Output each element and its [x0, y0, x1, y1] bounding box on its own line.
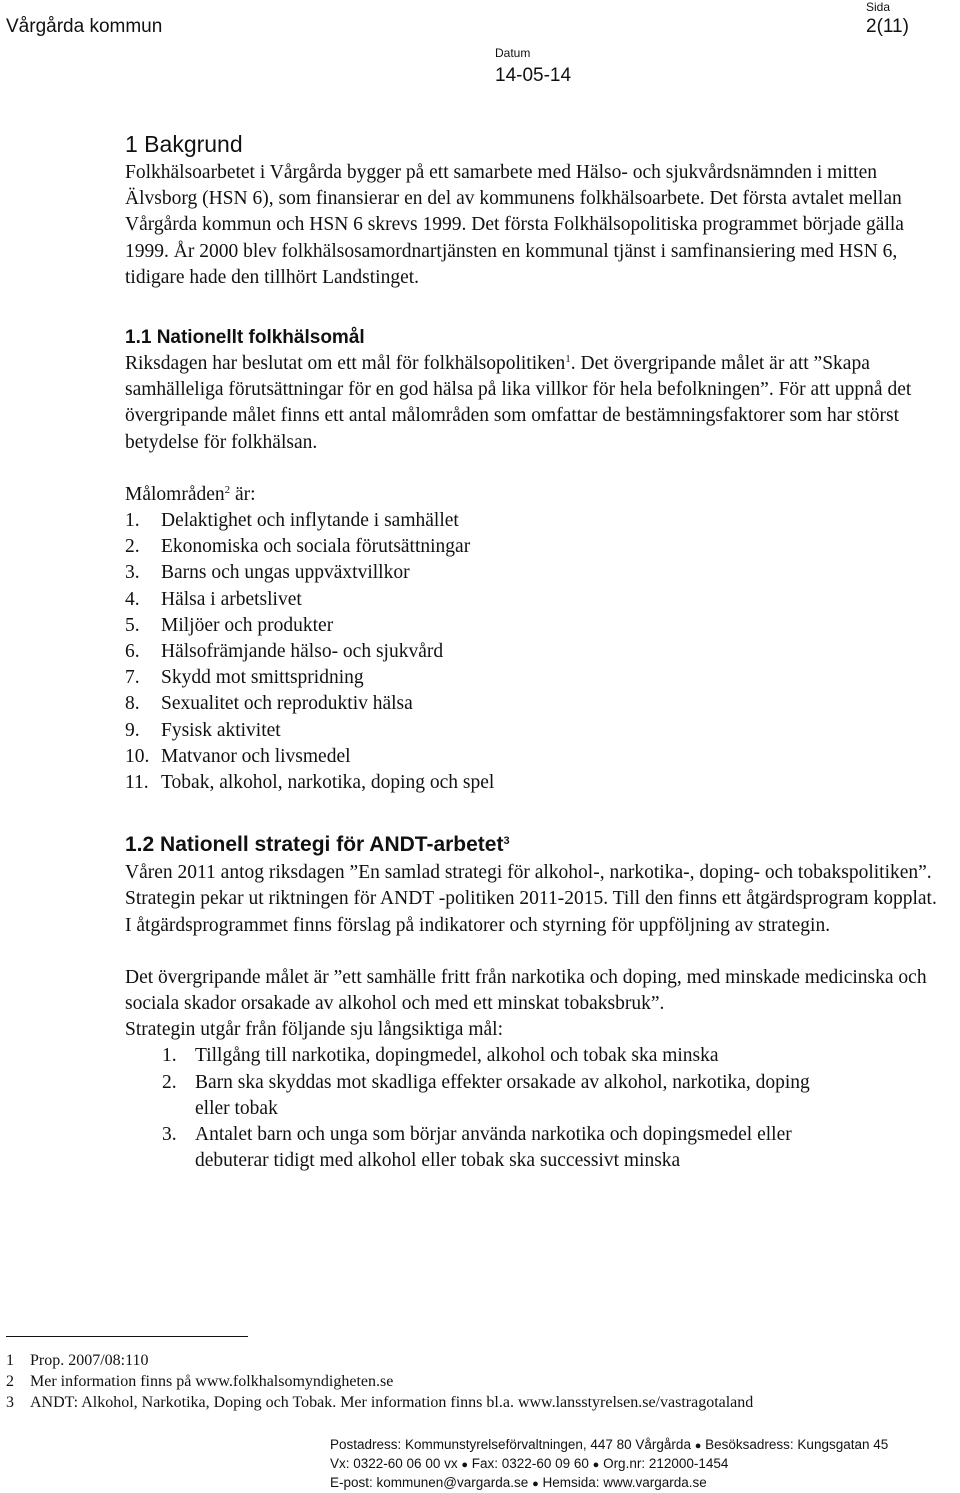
- andt-heading-text: 1.2 Nationell strategi för ANDT-arbetet: [125, 833, 504, 857]
- list-item: [125, 587, 945, 613]
- footnote-text: Prop. 2007/08:110: [30, 1352, 149, 1369]
- footnote-number: 2: [6, 1373, 14, 1390]
- list-item-number: 7.: [125, 667, 140, 689]
- footer-line-3: [330, 1474, 888, 1493]
- malomraden-label: [125, 482, 945, 508]
- fax-number: Fax: 0322-60 09 60: [471, 1456, 589, 1471]
- footnote: [6, 1371, 956, 1392]
- list-item-text: Skydd mot smittspridning: [161, 667, 364, 689]
- list-item: [125, 718, 945, 744]
- bullet-icon: ●: [694, 1440, 702, 1452]
- email-address: E-post: kommunen@vargarda.se: [330, 1475, 529, 1490]
- list-item-number: 5.: [125, 614, 140, 636]
- page-number: 2(11): [866, 16, 909, 37]
- list-item-text: Hälsofrämjande hälso- och sjukvård: [161, 641, 444, 663]
- document-body: [125, 128, 945, 1175]
- section-heading-nationellt-folkhalsomal: 1.1 Nationellt folkhälsomål: [125, 327, 365, 349]
- org-number: Org.nr: 212000-1454: [603, 1456, 729, 1471]
- bullet-icon: ●: [461, 1459, 469, 1471]
- list-item: [125, 639, 945, 665]
- andt-paragraph-3: Strategin utgår från följande sju långsiktiga mål:: [125, 1019, 503, 1041]
- list-item-number: 4.: [125, 588, 140, 610]
- footnote-ref-1: 1: [565, 353, 571, 366]
- section-heading-bakgrund: 1 Bakgrund: [125, 131, 243, 157]
- folkhalsomal-text-b: . Det övergripande målet är att ”Skapa samhälleliga förutsättningar för en god hälsa på lika villkor för hela befolkningen”. För att uppnå det övergripande målet finns ett antal målområden som omfattar de bestämningsfaktorer som har störst betydelse för folkhälsan.: [125, 353, 912, 453]
- list-item: [125, 770, 945, 796]
- organization-name: Vårgårda kommun: [6, 16, 163, 37]
- folkhalsomal-text-a: Riksdagen har beslutat om ett mål för folkhälsopolitiken: [125, 353, 566, 375]
- list-item: [125, 508, 945, 534]
- list-item-number: 2.: [125, 536, 140, 558]
- malomraden-list: [125, 508, 945, 796]
- list-item-text: Tillgång till narkotika, dopingmedel, alkohol och tobak ska minska: [195, 1045, 719, 1067]
- andt-aims-list: [162, 1043, 945, 1174]
- footnote: [6, 1350, 956, 1371]
- section-heading-andt-strategi: [125, 830, 945, 860]
- footnote-number: 1: [6, 1352, 14, 1369]
- page-footer: [330, 1436, 888, 1493]
- list-item: [162, 1070, 945, 1122]
- list-item-text: Barn ska skyddas mot skadliga effekter orsakade av alkohol, narkotika, doping eller tobak: [195, 1071, 810, 1119]
- list-item-number: 9.: [125, 719, 140, 741]
- footnote-separator: [6, 1336, 248, 1337]
- page-label: Sida: [866, 0, 891, 14]
- list-item: [125, 560, 945, 586]
- list-item-text: Barns och ungas uppväxtvillkor: [161, 562, 410, 584]
- list-item-number: 1.: [162, 1045, 177, 1067]
- list-item-number: 10.: [125, 745, 150, 767]
- visiting-address: Besöksadress: Kungsgatan 45: [705, 1437, 889, 1452]
- list-item: [125, 613, 945, 639]
- footnote: [6, 1392, 956, 1413]
- list-item-text: Hälsa i arbetslivet: [161, 588, 302, 610]
- footer-line-1: [330, 1436, 888, 1455]
- list-item-text: Fysisk aktivitet: [161, 719, 281, 741]
- website: Hemsida: www.vargarda.se: [542, 1475, 707, 1490]
- list-item-text: Sexualitet och reproduktiv hälsa: [161, 693, 413, 715]
- list-item-text: Antalet barn och unga som börjar använda narkotika och dopingsmedel eller debuterar tidigt med alkohol eller tobak ska successivt minska: [195, 1124, 792, 1172]
- date-value: 14-05-14: [495, 65, 572, 86]
- malomraden-label-text: Målområden: [125, 483, 225, 505]
- list-item-number: 11.: [125, 772, 149, 794]
- list-item-text: Tobak, alkohol, narkotika, doping och spel: [161, 772, 495, 794]
- list-item-number: 3.: [125, 562, 140, 584]
- andt-paragraph-2: Det övergripande målet är ”ett samhälle fritt från narkotika och doping, med minskade medicinska och sociala skador orsakade av alkohol och med ett minskat tobaksbruk”.: [125, 966, 927, 1015]
- bullet-icon: ●: [592, 1459, 600, 1471]
- bullet-icon: ●: [532, 1478, 539, 1490]
- list-item: [162, 1122, 945, 1174]
- malomraden-label-suffix: är:: [230, 483, 256, 505]
- list-item-text: Delaktighet och inflytande i samhället: [161, 510, 459, 532]
- footnote-number: 3: [6, 1394, 14, 1411]
- bakgrund-paragraph: Folkhälsoarbetet i Vårgårda bygger på ett samarbete med Hälso- och sjukvårdsnämnden i mitten Älvsborg (HSN 6), som finansierar en del av kommunens folkhälsoarbete. Det första avtalet mellan Vårgårda kommun och HSN 6 skrevs 1999. Det första Folkhälsopolitiska programmet började gälla 1999. År 2000 blev folkhälsosamordnartjänsten en kommunal tjänst i samfinansiering med HSN 6, tidigare hade den tillhört Landstinget.: [125, 162, 904, 288]
- list-item-number: 1.: [125, 510, 140, 532]
- list-item-number: 8.: [125, 693, 140, 715]
- date-label: Datum: [495, 46, 531, 60]
- andt-paragraph-1: Våren 2011 antog riksdagen ”En samlad strategi för alkohol-, narkotika-, doping- och tobakspolitiken”. Strategin pekar ut riktningen för ANDT -politiken 2011-2015. Till den finns ett åtgärdsprogram kopplat. I åtgärdsprogrammet finns förslag på indikatorer och styrning för uppföljning av strategin.: [125, 862, 937, 936]
- footnote-ref-2: 2: [224, 483, 231, 496]
- footnote-text: Mer information finns på www.folkhalsomyndigheten.se: [30, 1373, 394, 1390]
- footnote-ref-3: 3: [503, 835, 510, 848]
- footnote-text: ANDT: Alkohol, Narkotika, Doping och Tobak. Mer information finns bl.a. www.lansstyrelsen.se/vastragotaland: [30, 1394, 754, 1411]
- list-item-number: 2.: [162, 1071, 177, 1093]
- list-item: [162, 1043, 945, 1069]
- footer-line-2: [330, 1455, 888, 1474]
- postal-address: Postadress: Kommunstyrelseförvaltningen, 447 80 Vårgårda: [330, 1437, 691, 1452]
- list-item-number: 6.: [125, 641, 140, 663]
- list-item: [125, 534, 945, 560]
- list-item: [125, 665, 945, 691]
- list-item-text: Ekonomiska och sociala förutsättningar: [161, 536, 471, 558]
- list-item: [125, 744, 945, 770]
- list-item: [125, 691, 945, 717]
- phone-number: Vx: 0322-60 06 00 vx: [330, 1456, 458, 1471]
- folkhalsomal-paragraph: [125, 351, 945, 456]
- list-item-number: 3.: [162, 1124, 177, 1146]
- list-item-text: Matvanor och livsmedel: [161, 745, 351, 767]
- list-item-text: Miljöer och produkter: [161, 614, 334, 636]
- footnotes: [6, 1350, 956, 1413]
